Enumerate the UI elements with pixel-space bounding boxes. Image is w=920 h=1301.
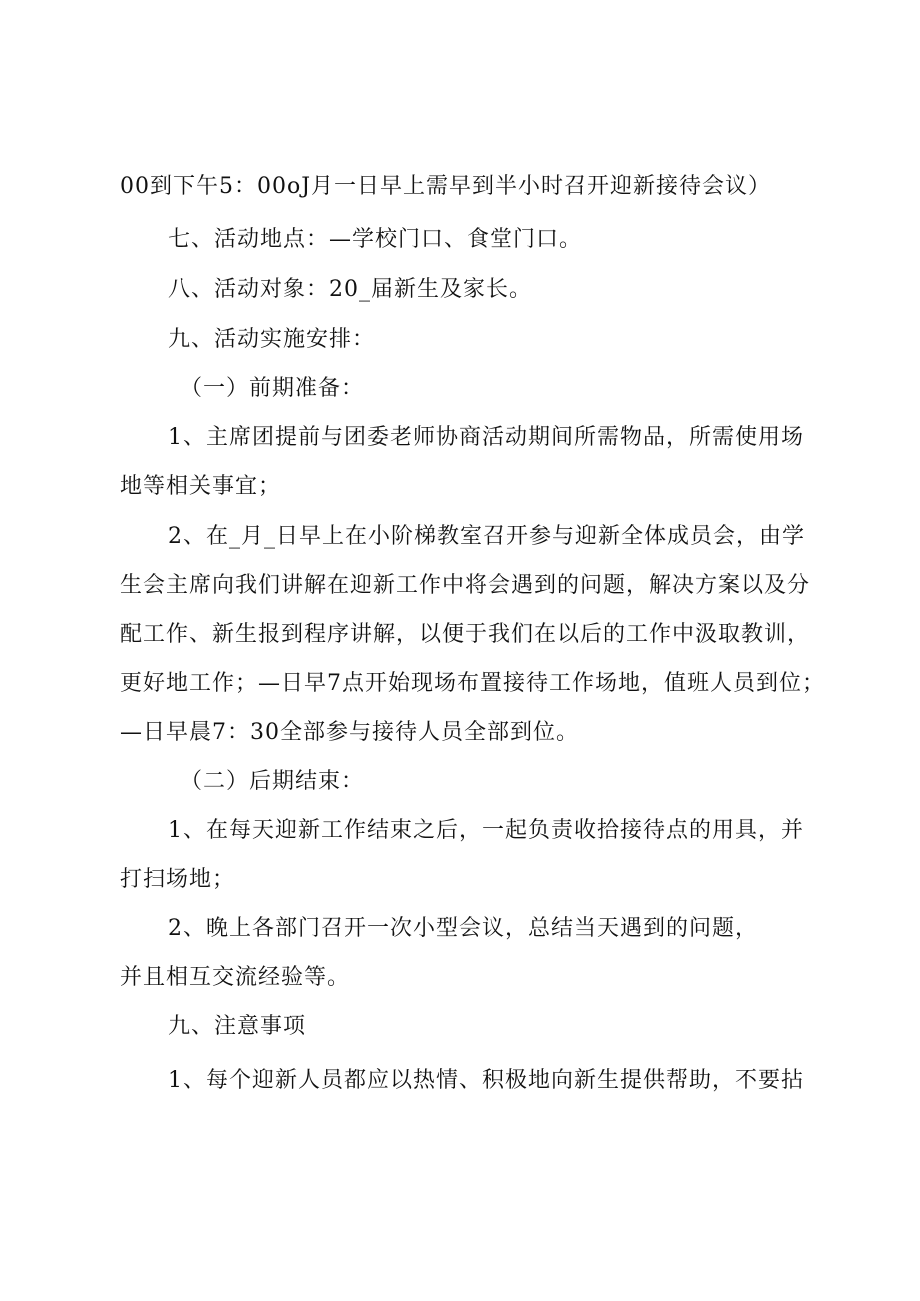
heading-activity-arrangement: 九、活动实施安排： [168, 327, 376, 352]
heading-notes: 九、注意事项 [168, 1014, 307, 1039]
text-line-continuation-time: 00到下午5：00oJ月一日早上需早到半小时召开迎新接待会议） [120, 174, 772, 199]
paragraph-item-2-line-5: —日早晨7：30全部参与接待人员全部到位。 [120, 720, 579, 745]
paragraph-item-2-line-2: 生会主席向我们讲解在迎新工作中将会遇到的问题，解决方案以及分 [120, 573, 811, 598]
paragraph-closing-2-line-2: 并且相互交流经验等。 [120, 965, 351, 990]
paragraph-closing-2-line-1: 2、晚上各部门召开一次小型会议，总结当天遇到的问题， [168, 916, 758, 941]
paragraph-notes-1-line-1: 1、每个迎新人员都应以热情、积极地向新生提供帮助，不要拈 [168, 1068, 804, 1093]
subheading-preparation: （一）前期准备： [180, 376, 365, 401]
heading-activity-location: 七、活动地点：—学校门口、食堂门口。 [168, 227, 583, 252]
paragraph-item-2-line-1: 2、在_月_日早上在小阶梯教室召开参与迎新全体成员会，由学 [168, 524, 805, 549]
paragraph-item-2-line-3: 配工作、新生报到程序讲解，以便于我们在以后的工作中汲取教训， [120, 622, 811, 647]
paragraph-item-1-line-1: 1、主席团提前与团委老师协商活动期间所需物品，所需使用场 [168, 425, 804, 450]
heading-activity-target: 八、活动对象：20_届新生及家长。 [168, 277, 532, 302]
paragraph-item-1-line-2: 地等相关事宜； [120, 474, 282, 499]
paragraph-closing-1-line-1: 1、在每天迎新工作结束之后，一起负责收拾接待点的用具，并 [168, 818, 804, 843]
paragraph-closing-1-line-2: 打扫场地； [120, 867, 236, 892]
subheading-closing: （二）后期结束： [180, 769, 365, 794]
paragraph-item-2-line-4: 更好地工作；—日早7点开始现场布置接待工作场地，值班人员到位； [120, 671, 825, 696]
